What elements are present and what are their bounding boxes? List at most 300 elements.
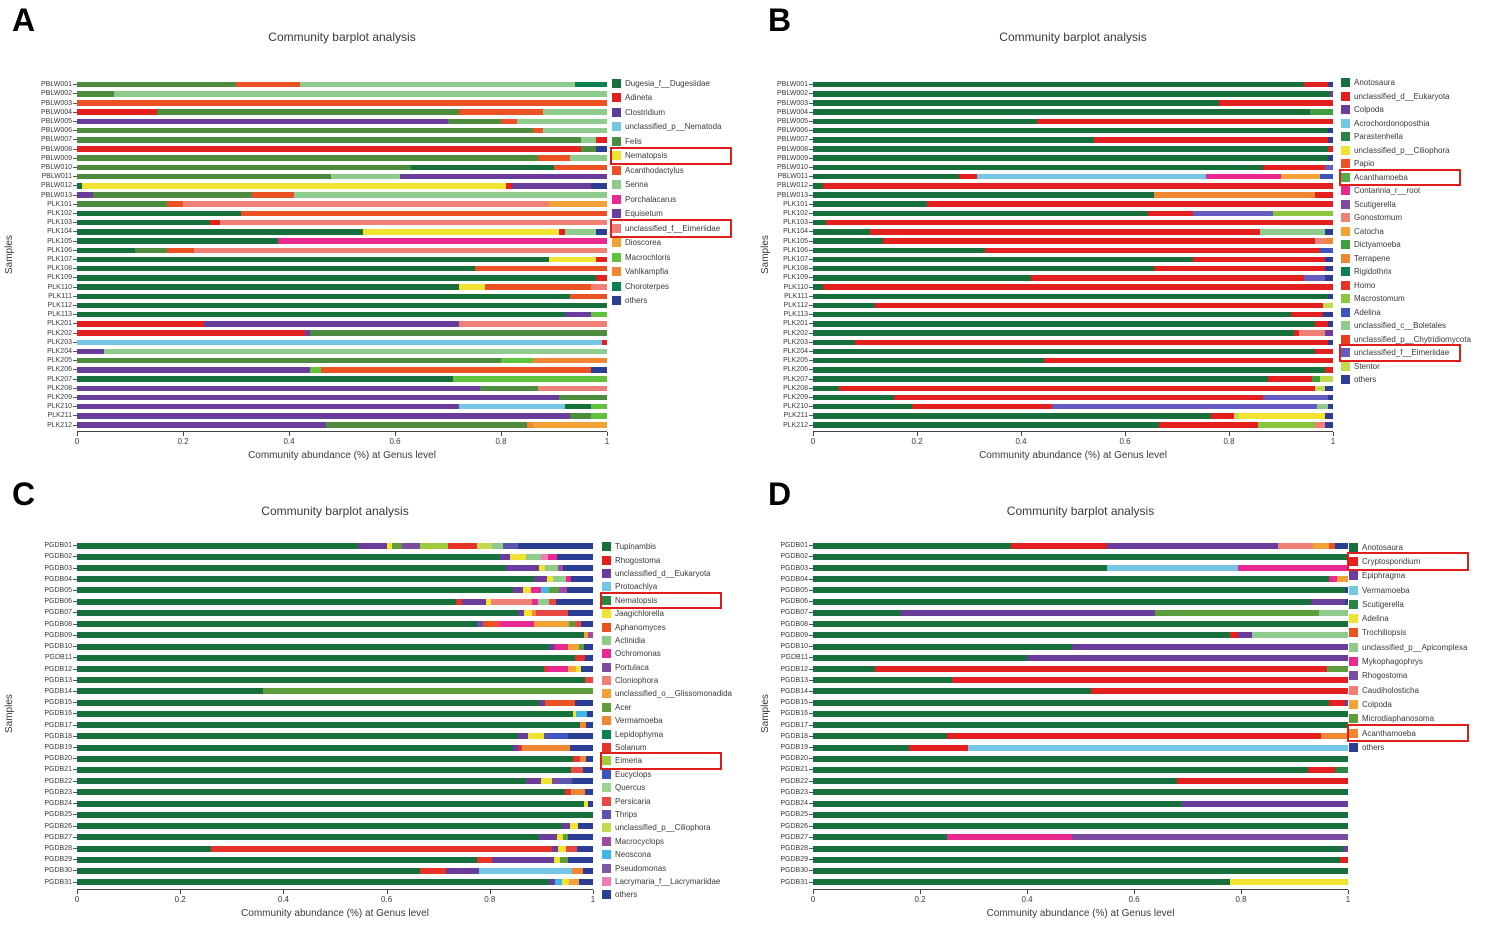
bar-segment: [528, 733, 543, 739]
sample-row: [0, 384, 607, 393]
sample-label: PGDB07: [44, 609, 72, 617]
legend-label: Scutigerella: [1362, 599, 1404, 609]
bar-segment: [477, 857, 492, 863]
bar-segment: [77, 201, 167, 207]
legend: [602, 540, 736, 902]
stacked-bar: [77, 688, 593, 694]
legend-item: [1341, 306, 1385, 320]
sample-label: PLK207: [783, 375, 808, 383]
stacked-bar: [813, 174, 1333, 180]
legend-item: [612, 236, 665, 251]
bar-segment: [813, 229, 870, 235]
x-axis: [810, 889, 1351, 905]
legend-swatch: [602, 797, 611, 806]
sample-label: PBLW013: [777, 191, 808, 199]
sample-row: [756, 154, 1333, 163]
legend-swatch: [1349, 657, 1358, 666]
sample-label: PLK108: [783, 265, 808, 273]
legend-item: [1349, 654, 1427, 668]
legend-item: [602, 741, 651, 754]
sample-label: PGDB28: [780, 845, 808, 853]
bar-segment: [813, 834, 947, 840]
sample-label: PBLW010: [777, 163, 808, 171]
sample-row: [0, 854, 593, 865]
bar-segment: [1315, 349, 1333, 355]
bar-segment: [566, 846, 577, 852]
legend-swatch: [602, 810, 611, 819]
plot-area: [0, 80, 607, 430]
stacked-bar: [77, 358, 607, 364]
sample-label: PBLW005: [777, 117, 808, 125]
legend-item: [612, 178, 652, 193]
stacked-bar: [77, 756, 593, 762]
sample-row: [0, 154, 607, 163]
sample-row: [756, 273, 1333, 282]
stacked-bar: [77, 543, 593, 549]
bar-segment: [1258, 422, 1315, 428]
sample-label: PGDB16: [780, 710, 808, 718]
stacked-bar: [813, 201, 1333, 207]
legend-item: [612, 250, 674, 265]
bar-segment: [77, 257, 549, 263]
stacked-bar: [813, 165, 1333, 171]
stacked-bar: [813, 266, 1333, 272]
sample-label: PLK210: [47, 403, 72, 411]
sample-label: PBLW008: [41, 145, 72, 153]
bar-segment: [549, 587, 559, 593]
bar-segment: [553, 576, 566, 582]
legend-item: [1349, 683, 1423, 697]
sample-label: PLK101: [47, 200, 72, 208]
bar-segment: [485, 284, 591, 290]
sample-row: [0, 574, 593, 585]
sample-row: [756, 126, 1333, 135]
bar-segment: [813, 700, 1329, 706]
sample-row: [756, 742, 1348, 753]
legend-label: Rigidothrix: [1354, 267, 1392, 277]
legend-item: [612, 163, 688, 178]
sample-row: [756, 80, 1333, 89]
sample-row: [0, 551, 593, 562]
stacked-bar: [77, 100, 607, 106]
legend-item: [1349, 697, 1396, 711]
stacked-bar: [813, 756, 1348, 762]
sample-label: PGDB06: [44, 598, 72, 606]
stacked-bar: [77, 183, 607, 189]
x-tick-label: 1: [1345, 895, 1351, 904]
legend-label: unclassified_f__Eimeriidae: [625, 223, 721, 233]
legend-label: others: [615, 890, 638, 900]
sample-row: [0, 255, 607, 264]
bar-segment: [1313, 543, 1329, 549]
bar-segment: [1308, 767, 1335, 773]
legend-swatch: [1341, 308, 1350, 317]
bar-segment: [210, 220, 221, 226]
bar-segment: [77, 610, 518, 616]
bar-segment: [813, 109, 1310, 115]
bar-segment: [813, 404, 912, 410]
sample-label: PLK212: [783, 421, 808, 429]
bar-segment: [591, 183, 607, 189]
bar-segment: [1328, 340, 1333, 346]
bar-segment: [1321, 733, 1348, 739]
x-tick-label: 0.6: [1119, 437, 1131, 446]
bar-segment: [539, 834, 557, 840]
bar-segment: [909, 745, 968, 751]
bar-segment: [459, 404, 565, 410]
stacked-bar: [77, 745, 593, 751]
bar-segment: [1304, 82, 1327, 88]
bar-segment: [278, 238, 607, 244]
stacked-bar: [813, 576, 1348, 582]
stacked-bar: [813, 312, 1333, 318]
legend-label: Adineta: [625, 93, 653, 103]
sample-row: [756, 384, 1333, 393]
legend-swatch: [1341, 200, 1350, 209]
stacked-bar: [813, 82, 1333, 88]
legend-item: [1341, 292, 1409, 306]
legend-swatch: [602, 569, 611, 578]
bar-segment: [263, 688, 593, 694]
stacked-bar: [813, 543, 1348, 549]
x-axis: [74, 431, 610, 447]
legend-swatch: [602, 743, 611, 752]
x-tick-label: 1: [1330, 437, 1336, 446]
stacked-bar: [813, 128, 1333, 134]
sample-label: PBLW012: [41, 182, 72, 190]
legend-item: [602, 848, 655, 861]
stacked-bar: [813, 413, 1333, 419]
sample-label: PGDB25: [780, 811, 808, 819]
bar-segment: [813, 745, 909, 751]
bar-segment: [813, 599, 1311, 605]
bar-segment: [1328, 82, 1333, 88]
legend-label: Epiphragma: [1362, 571, 1406, 581]
bar-segment: [77, 376, 453, 382]
bar-segment: [499, 621, 534, 627]
legend-item: [1341, 333, 1475, 347]
stacked-bar: [77, 165, 607, 171]
sample-label: PGDB03: [44, 564, 72, 572]
bar-segment: [1320, 174, 1333, 180]
stacked-bar: [813, 284, 1333, 290]
bar-segment: [813, 413, 1211, 419]
stacked-bar: [813, 137, 1333, 143]
stacked-bar: [77, 621, 593, 627]
legend: [1341, 76, 1475, 387]
sample-row: [0, 264, 607, 273]
legend-swatch: [602, 716, 611, 725]
x-axis-label: Community abundance (%) at Genus level: [986, 908, 1175, 919]
stacked-bar: [813, 868, 1348, 874]
bar-segment: [1315, 321, 1328, 327]
sample-label: PLK212: [47, 421, 72, 429]
bar-segment: [813, 128, 1328, 134]
bar-segment: [556, 599, 593, 605]
sample-row: [0, 742, 593, 753]
bar-segment: [77, 330, 305, 336]
bar-segment: [77, 879, 549, 885]
bar-segment: [813, 238, 883, 244]
bar-segment: [813, 321, 1315, 327]
sample-row: [0, 375, 607, 384]
bar-segment: [985, 248, 1320, 254]
legend-label: Eimeria: [615, 756, 643, 766]
bar-segment: [1325, 229, 1333, 235]
sample-row: [756, 402, 1333, 411]
stacked-bar: [77, 868, 593, 874]
x-tick-label: 0.8: [1235, 895, 1247, 904]
legend-item: [612, 120, 726, 135]
bar-segment: [1278, 543, 1313, 549]
bar-segment: [583, 868, 593, 874]
stacked-bar: [77, 778, 593, 784]
stacked-bar: [813, 688, 1348, 694]
bar-segment: [1094, 137, 1328, 143]
bar-segment: [1328, 146, 1333, 152]
bar-segment: [77, 294, 570, 300]
bar-segment: [505, 565, 539, 571]
bar-segment: [568, 666, 576, 672]
stacked-bar: [813, 700, 1348, 706]
bar-segment: [813, 587, 1345, 593]
stacked-bar: [77, 576, 593, 582]
legend-swatch: [1341, 159, 1350, 168]
stacked-bar: [813, 644, 1348, 650]
bar-segment: [77, 778, 526, 784]
bar-segment: [420, 868, 446, 874]
bar-segment: [912, 404, 1052, 410]
bar-segment: [1011, 543, 1107, 549]
stacked-bar: [813, 248, 1333, 254]
bar-segment: [813, 756, 1348, 762]
bar-segment: [1345, 599, 1348, 605]
sample-label: PGDB09: [780, 631, 808, 639]
bar-segment: [77, 165, 411, 171]
legend-swatch: [1341, 132, 1350, 141]
bar-segment: [82, 183, 506, 189]
bar-segment: [1328, 137, 1333, 143]
bar-segment: [813, 554, 1348, 560]
sample-row: [0, 630, 593, 641]
bar-segment: [596, 146, 607, 152]
bar-segment: [77, 395, 559, 401]
bar-segment: [167, 201, 183, 207]
stacked-bar: [77, 174, 607, 180]
legend-item: [1341, 117, 1434, 131]
bar-segment: [591, 404, 607, 410]
legend-label: Microdiaphanosoma: [1362, 714, 1435, 724]
sample-label: PLK110: [783, 283, 808, 291]
sample-row: [0, 596, 593, 607]
legend-label: Homo: [1354, 280, 1376, 290]
legend-label: Parastenhella: [1354, 132, 1403, 142]
bar-segment: [310, 367, 321, 373]
legend-item: [612, 134, 646, 149]
y-axis-label: Samples: [760, 235, 771, 275]
bar-segment: [1238, 632, 1251, 638]
bar-segment: [522, 745, 569, 751]
sample-label: PLK103: [783, 219, 808, 227]
legend-label: Colpoda: [1362, 699, 1392, 709]
bar-segment: [1211, 413, 1234, 419]
sample-row: [0, 117, 607, 126]
x-tick-label: 0.8: [495, 437, 507, 446]
sample-row: [0, 675, 593, 686]
sample-row: [0, 209, 607, 218]
legend-item: [1349, 626, 1410, 640]
legend-swatch: [602, 596, 611, 605]
legend-item: [612, 265, 672, 280]
bar-segment: [1031, 275, 1304, 281]
sample-row: [0, 809, 593, 820]
legend-item: [1349, 669, 1411, 683]
stacked-bar: [813, 789, 1348, 795]
bar-segment: [536, 610, 568, 616]
sample-label: PGDB19: [44, 744, 72, 752]
x-tick-label: 0.2: [914, 895, 926, 904]
bar-segment: [513, 587, 523, 593]
bar-segment: [531, 587, 541, 593]
bar-segment: [883, 238, 1315, 244]
stacked-bar: [77, 554, 593, 560]
bar-segment: [1148, 211, 1192, 217]
legend-label: unclassified_d__Eukaryota: [1354, 91, 1450, 101]
sample-label: PGDB16: [44, 710, 72, 718]
sample-row: [0, 236, 607, 245]
legend-label: Neoscona: [615, 850, 652, 860]
bar-segment: [1328, 395, 1333, 401]
stacked-bar: [813, 834, 1348, 840]
bar-segment: [77, 91, 114, 97]
stacked-bar: [813, 146, 1333, 152]
bar-segment: [411, 165, 554, 171]
stacked-bar: [77, 128, 607, 134]
legend-swatch: [1341, 240, 1350, 249]
bar-segment: [1193, 211, 1274, 217]
panel-a: [0, 0, 755, 474]
legend-swatch: [602, 636, 611, 645]
legend-item: [612, 207, 667, 222]
legend-item-highlighted: [1341, 346, 1459, 360]
bar-segment: [813, 868, 1348, 874]
sample-row: [756, 246, 1333, 255]
bar-segment: [510, 554, 525, 560]
sample-row: [756, 551, 1348, 562]
bar-segment: [462, 599, 485, 605]
stacked-bar: [813, 91, 1333, 97]
bar-segment: [77, 543, 358, 549]
legend-swatch: [602, 542, 611, 551]
bar-segment: [813, 275, 1031, 281]
bar-segment: [570, 294, 607, 300]
legend-swatch: [1341, 294, 1350, 303]
sample-label: PGDB06: [780, 598, 808, 606]
bar-segment: [1219, 100, 1333, 106]
sample-row: [0, 708, 593, 719]
legend-item: [602, 607, 668, 620]
bar-segment: [823, 284, 1333, 290]
legend-item: [1341, 144, 1454, 158]
stacked-bar: [813, 358, 1333, 364]
legend-item: [612, 105, 669, 120]
bar-segment: [448, 119, 501, 125]
legend-label: Acer: [615, 702, 632, 712]
sample-row: [756, 574, 1348, 585]
bar-segment: [813, 666, 875, 672]
bar-segment: [1230, 879, 1348, 885]
bar-segment: [558, 778, 572, 784]
stacked-bar: [813, 879, 1348, 885]
legend-item: [1341, 157, 1378, 171]
legend-swatch: [1349, 543, 1358, 552]
bar-segment: [77, 733, 518, 739]
bar-segment: [813, 358, 1044, 364]
sample-label: PLK113: [47, 311, 72, 319]
legend-swatch: [602, 756, 611, 765]
legend-label: Protoachlya: [615, 582, 658, 592]
legend-swatch: [1349, 600, 1358, 609]
sample-label: PLK113: [783, 311, 808, 319]
legend-swatch: [612, 238, 621, 247]
sample-label: PLK208: [783, 384, 808, 392]
bar-segment: [77, 868, 420, 874]
bar-segment: [1238, 565, 1348, 571]
legend-swatch: [1341, 321, 1350, 330]
legend-item: [1341, 265, 1396, 279]
bar-segment: [547, 666, 568, 672]
sample-label: PLK211: [783, 412, 808, 420]
bar-segment: [1304, 275, 1325, 281]
bar-segment: [77, 565, 505, 571]
bar-segment: [1337, 576, 1348, 582]
stacked-bar: [77, 137, 607, 143]
bar-segment: [77, 137, 581, 143]
legend-swatch: [1341, 213, 1350, 222]
legend-item: [1341, 225, 1388, 239]
bar-segment: [596, 137, 607, 143]
sample-row: [0, 832, 593, 843]
bar-segment: [562, 879, 570, 885]
bar-segment: [77, 220, 210, 226]
sample-label: PGDB01: [44, 542, 72, 550]
bar-segment: [1328, 404, 1333, 410]
y-axis-label: Samples: [760, 694, 771, 734]
bar-segment: [1027, 655, 1348, 661]
sample-row: [0, 273, 607, 282]
sample-row: [0, 663, 593, 674]
sample-label: PGDB10: [780, 643, 808, 651]
sample-row: [0, 282, 607, 291]
sample-row: [756, 117, 1333, 126]
legend-item-highlighted: [602, 594, 720, 607]
sample-row: [756, 181, 1333, 190]
sample-row: [756, 365, 1333, 374]
panel-b: [756, 0, 1511, 474]
sample-label: PBLW001: [41, 81, 72, 89]
legend-label: unclassified_p__Ciliophora: [1354, 145, 1450, 155]
legend-item: [1349, 740, 1388, 754]
stacked-bar: [77, 801, 593, 807]
sample-row: [756, 641, 1348, 652]
bar-segment: [549, 599, 556, 605]
bar-segment: [813, 137, 1094, 143]
sample-row: [0, 80, 607, 89]
bar-segment: [77, 266, 475, 272]
bar-segment: [77, 312, 565, 318]
bar-segment: [565, 312, 592, 318]
legend-item: [602, 647, 665, 660]
